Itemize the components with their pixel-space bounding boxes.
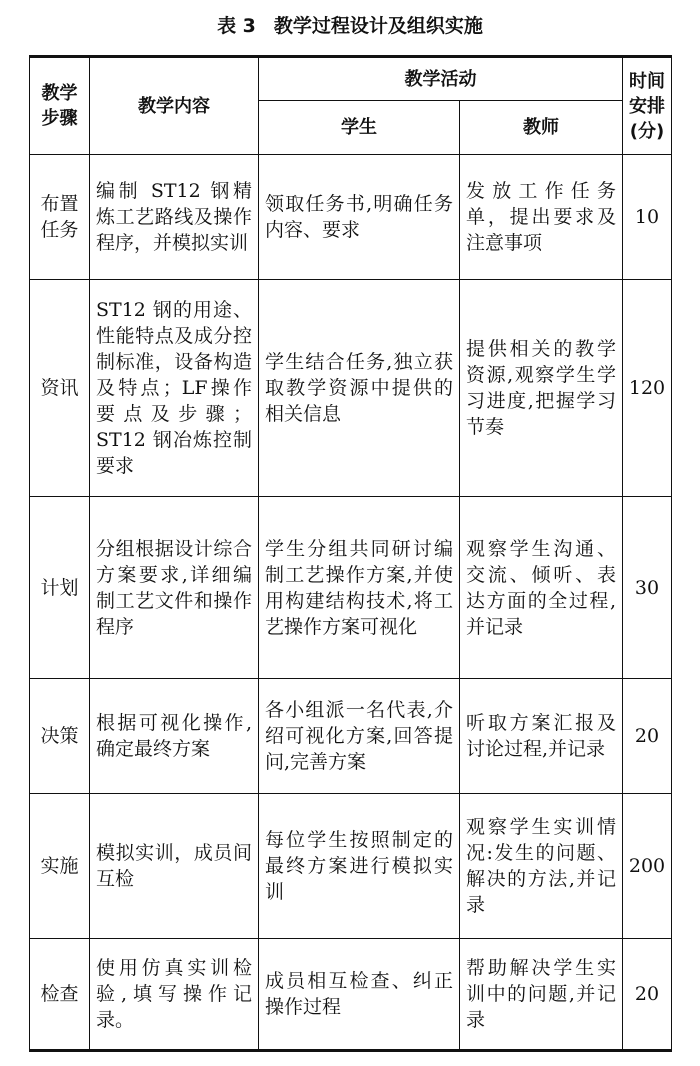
table-row (30, 939, 672, 1051)
table-row (30, 280, 672, 497)
teacher-cell: 听取方案汇报及讨论过程,并记录 (460, 679, 623, 794)
time-cell: 20 (623, 939, 672, 1051)
student-cell: 每位学生按照制定的最终方案进行模拟实训 (259, 794, 460, 939)
teacher-cell: 观察学生实训情况:发生的问题、解决的方法,并记录 (460, 794, 623, 939)
step-cell: 实施 (30, 794, 90, 939)
student-cell: 学生结合任务,独立获取教学资源中提供的相关信息 (259, 280, 460, 497)
teaching-process-table (29, 55, 672, 1052)
student-cell: 成员相互检查、纠正操作过程 (259, 939, 460, 1051)
header-step: 教学 步骤 (30, 57, 90, 155)
header-activity: 教学活动 (259, 57, 623, 101)
content-cell: 使用仿真实训检验,填写操作记录。 (90, 939, 259, 1051)
teacher-cell: 提供相关的教学资源,观察学生学习进度,把握学习节奏 (460, 280, 623, 497)
content-cell: 分组根据设计综合方案要求,详细编制工艺文件和操作程序 (90, 497, 259, 679)
time-cell: 10 (623, 155, 672, 280)
teacher-cell: 观察学生沟通、交流、倾听、表达方面的全过程,并记录 (460, 497, 623, 679)
student-cell: 领取任务书,明确任务内容、要求 (259, 155, 460, 280)
table-title: 教学过程设计及组织实施 (273, 15, 483, 37)
content-cell: ST12 钢的用途、性能特点及成分控制标准，设备构造及特点；LF操作要点及步骤；ST12 钢冶炼控制要求 (90, 280, 259, 497)
table-row (30, 794, 672, 939)
student-cell: 各小组派一名代表,介绍可视化方案,回答提问,完善方案 (259, 679, 460, 794)
step-cell: 检查 (30, 939, 90, 1051)
step-cell: 布置 任务 (30, 155, 90, 280)
table-row (30, 497, 672, 679)
header-student: 学生 (259, 101, 460, 155)
table-row (30, 679, 672, 794)
content-cell: 编制 ST12 钢精炼工艺路线及操作程序，并模拟实训 (90, 155, 259, 280)
header-teacher: 教师 (460, 101, 623, 155)
content-cell: 模拟实训，成员间互检 (90, 794, 259, 939)
step-cell: 决策 (30, 679, 90, 794)
table-number: 表 3 (217, 15, 256, 37)
table-caption (0, 14, 700, 38)
table-row (30, 155, 672, 280)
step-cell: 资讯 (30, 280, 90, 497)
student-cell: 学生分组共同研讨编制工艺操作方案,并使用构建结构技术,将工艺操作方案可视化 (259, 497, 460, 679)
time-cell: 120 (623, 280, 672, 497)
time-cell: 200 (623, 794, 672, 939)
header-content: 教学内容 (90, 57, 259, 155)
content-cell: 根据可视化操作,确定最终方案 (90, 679, 259, 794)
header-time: 时间 安排 (分) (623, 57, 672, 155)
teacher-cell: 发放工作任务单，提出要求及注意事项 (460, 155, 623, 280)
header-row-top (30, 57, 672, 101)
time-cell: 30 (623, 497, 672, 679)
time-cell: 20 (623, 679, 672, 794)
teacher-cell: 帮助解决学生实训中的问题,并记录 (460, 939, 623, 1051)
step-cell: 计划 (30, 497, 90, 679)
